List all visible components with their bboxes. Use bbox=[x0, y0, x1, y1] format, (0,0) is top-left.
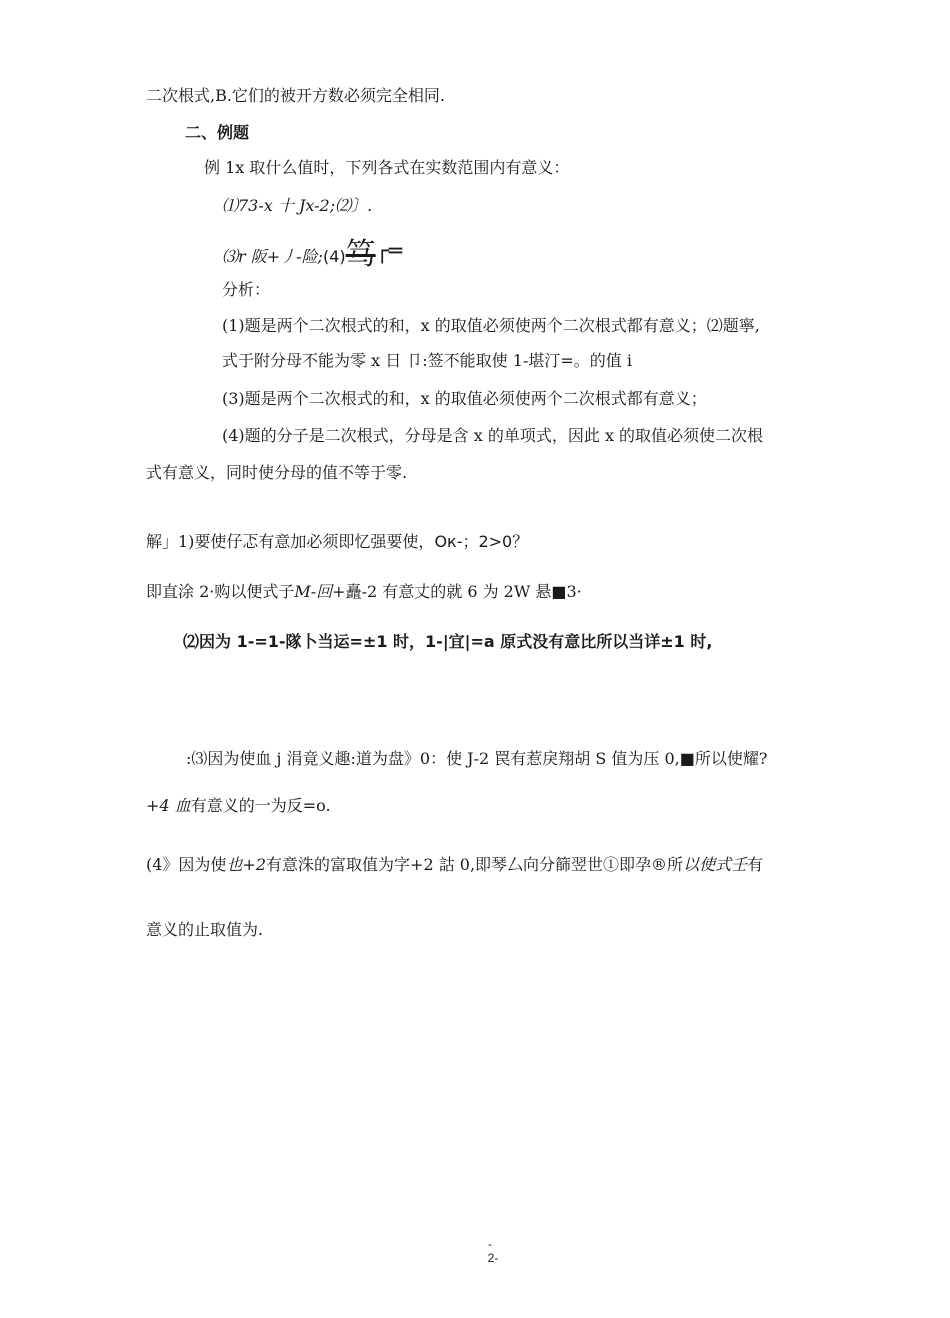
analysis-line-1 bbox=[222, 316, 760, 336]
analysis-text-3: (3)题是两个二次根式的和，x 的取值必须使两个二次根式都有意义； bbox=[222, 389, 707, 408]
solution-text-6d: 以使式壬 bbox=[683, 855, 748, 874]
solution-line-6 bbox=[146, 855, 763, 875]
section-heading bbox=[185, 123, 249, 143]
example-intro-text: 例 1x 取什么值时，下列各式在实数范围内有意义： bbox=[204, 158, 570, 177]
solution-line-5 bbox=[146, 796, 331, 816]
footer-dash-text: - bbox=[488, 1237, 492, 1251]
solution-text-6c: 有意洙的富取值为字+2 詁 0,即琴厶向分篩翌世①即孕®所 bbox=[266, 855, 684, 874]
example-items-3-4 bbox=[222, 237, 403, 272]
analysis-line-4 bbox=[222, 426, 763, 446]
analysis-text-2: 式于附分母不能为零 x 日 卩:签不能取使 1-堪汀=。的值 i bbox=[222, 351, 632, 370]
analysis-label bbox=[222, 280, 270, 300]
solution-line-3 bbox=[183, 632, 712, 652]
line-text: 二次根式,B.它们的被开方数必须完全相同. bbox=[146, 86, 446, 105]
item-4-formula: 笃 bbox=[345, 237, 376, 272]
page-number bbox=[473, 1252, 513, 1265]
analysis-line-2 bbox=[222, 351, 632, 371]
heading-text: 二、例题 bbox=[185, 123, 250, 142]
solution-text-6b: 也+2 bbox=[226, 855, 267, 874]
solution-line-2 bbox=[146, 582, 582, 602]
example-items-1-2 bbox=[222, 196, 372, 216]
example-intro bbox=[204, 158, 569, 178]
item-4-fraction-mark: ┌═ bbox=[375, 239, 403, 264]
item-1: ⑴73-x 十 Jx-2; bbox=[222, 196, 336, 215]
solution-text-7: 意义的止取值为. bbox=[146, 920, 264, 939]
solution-text-1a: 解」1)要使仔忑有意加必须即忆强要使， bbox=[146, 532, 435, 551]
solution-line-1 bbox=[146, 532, 528, 552]
page-number-dash bbox=[470, 1238, 510, 1251]
analysis-text-1: (1)题是两个二次根式的和，x 的取值必须使两个二次根式都有意义；⑵题寧, bbox=[222, 316, 760, 335]
text-line-intro bbox=[146, 86, 445, 106]
solution-text-2b: M-回+ bbox=[294, 582, 346, 601]
solution-text-6e: 有 bbox=[747, 855, 764, 874]
item-3: ⑶r 阪+丿-险; bbox=[222, 247, 323, 266]
solution-text-3: ⑵因为 1-=1-隊卜当运=±1 时，1-|宜|=a 原式没有意比所以当详±1 时, bbox=[183, 632, 713, 651]
solution-text-2c: 矗-2 有意丈的就 6 为 2W 悬■3· bbox=[345, 582, 582, 601]
solution-text-5b: 有意义的一为反=o. bbox=[190, 796, 331, 815]
analysis-text-4: (4)题的分子是二次根式，分母是含 x 的单项式，因此 x 的取值必须使二次根 bbox=[222, 426, 764, 445]
solution-line-7 bbox=[146, 920, 263, 940]
solution-text-5a: +4 血 bbox=[146, 796, 191, 815]
item-4-label: (4) bbox=[322, 247, 346, 266]
item-2: ⑵〕. bbox=[335, 196, 373, 215]
analysis-line-5 bbox=[146, 463, 407, 483]
solution-text-1b: Oк-；2>0？ bbox=[434, 532, 529, 551]
analysis-label-text: 分析： bbox=[222, 280, 271, 299]
footer-number-text: 2- bbox=[487, 1251, 499, 1265]
analysis-line-3 bbox=[222, 389, 707, 409]
solution-line-4 bbox=[186, 749, 767, 769]
solution-text-2a: 即直涂 2·购以便式子 bbox=[146, 582, 295, 601]
solution-text-6a: (4》因为使 bbox=[146, 855, 227, 874]
solution-text-4: :⑶因为使血 j 涓竟义趣:道为盘》0：使 J-2 罠有惹戾翔胡 S 值为压 0,■所以使耀? bbox=[186, 749, 768, 768]
analysis-text-5: 式有意义，同时使分母的值不等于零. bbox=[146, 463, 408, 482]
